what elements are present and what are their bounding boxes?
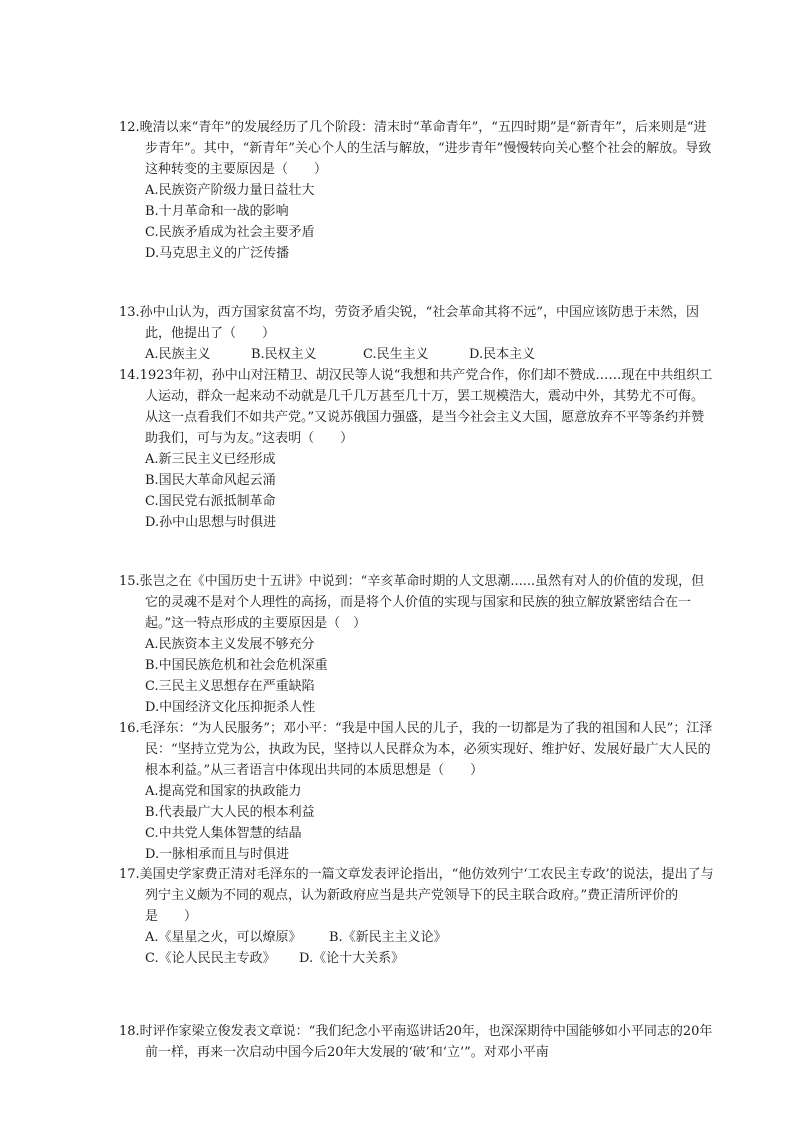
option-c: C.民族矛盾成为社会主要矛盾 — [145, 225, 315, 240]
option-d: D.一脉相承而且与时俱进 — [145, 847, 290, 862]
option-c: C.民生主义 — [363, 347, 429, 362]
option-c: C.《论人民民主专政》 — [145, 951, 276, 966]
option-b: B.十月革命和一战的影响 — [145, 204, 289, 219]
question-stem: 18.时评作家梁立俊发表文章说：“我们纪念小平南巡讲话20年，也深深期待中国能够如小平同志的20年前一样，再来一次启动中国今后20年大发展的‘破’和‘立’”。对邓小平南 — [119, 1024, 713, 1060]
option-c: C.国民党右派抵制革命 — [145, 494, 276, 509]
question-18 — [119, 1021, 715, 1063]
question-13 — [119, 302, 715, 365]
question-14 — [119, 365, 715, 533]
question-12 — [119, 117, 715, 264]
question-stem: 15.张岂之在《中国历史十五讲》中说到：“辛亥革命时期的人文思潮......虽然有对人的价值的发现，但它的灵魂不是对个人理性的高扬，而是将个人价值的实现与国家和民族的独立解放紧密结合在一起。”这一特点形成的主要原因是（ ） — [119, 574, 705, 631]
option-c: C.三民主义思想存在严重缺陷 — [145, 679, 315, 694]
question-stem: 17.美国史学家费正清对毛泽东的一篇文章发表评论指出，“他仿效列宁‘工农民主专政’的说法，提出了与列宁主义颇为不同的观点，认为新政府应当是共产党领导下的民主联合政府。”费正清所评价的是 ） — [119, 867, 714, 924]
options-row-1 — [145, 927, 715, 948]
option-a: A.民族资产阶级力量日益壮大 — [145, 183, 315, 198]
question-15 — [119, 571, 715, 718]
question-17 — [119, 864, 715, 969]
option-a: A.民族主义 — [145, 347, 211, 362]
question-stem: 14.1923年初，孙中山对汪精卫、胡汉民等人说“我想和共产党合作，你们却不赞成……现在中共组织工人运动，群众一起来动不动就是几千几万甚至几十万，罢工规模浩大，震动中外，其势尤不可侮。从这一点看我们不如共产党。”又说苏俄国力强盛，是当今社会主义大国，愿意放弃不平等条约并赞助我们，可与为友。”这表明（ ） — [119, 368, 713, 446]
option-b: B.代表最广大人民的根本利益 — [145, 805, 315, 820]
option-a: A.《星星之火，可以燎原》 — [145, 930, 302, 945]
question-16 — [119, 718, 715, 865]
question-stem: 13.孙中山认为，西方国家贫富不均，劳资矛盾尖锐，“社会革命其将不远”，中国应该防患于未然，因此，他提出了（ ） — [119, 305, 699, 341]
option-d: D.孙中山思想与时俱进 — [145, 515, 277, 530]
option-d: D.《论十大关系》 — [299, 951, 405, 966]
option-b: B.国民大革命风起云涌 — [145, 473, 276, 488]
option-b: B.中国民族危机和社会危机深重 — [145, 658, 328, 673]
options-row — [145, 344, 715, 365]
option-c: C.中共党人集体智慧的结晶 — [145, 826, 302, 841]
option-b: B.民权主义 — [251, 347, 317, 362]
option-b: B.《新民主主义论》 — [329, 930, 447, 945]
option-d: D.民本主义 — [469, 347, 536, 362]
question-stem: 16.毛泽东：“为人民服务”；邓小平：“我是中国人民的儿子，我的一切都是为了我的祖国和人民”；江泽民：“坚持立党为公，执政为民，坚持以人民群众为本，必须实现好、维护好、发展好最广大人民的根本利益。”从三者语言中体现出共同的本质思想是（ ） — [119, 721, 713, 778]
question-stem: 12.晚清以来“青年”的发展经历了几个阶段：清末时“革命青年”，“五四时期”是“新青年”，后来则是“进步青年”。其中，“新青年”关心个人的生活与解放，“进步青年”慢慢转向关心整个社会的解放。导致这种转变的主要原因是（ ） — [119, 120, 712, 177]
option-d: D.马克思主义的广泛传播 — [145, 246, 290, 261]
option-a: A.提高党和国家的执政能力 — [145, 784, 302, 799]
option-a: A.民族资本主义发展不够充分 — [145, 637, 315, 652]
option-a: A.新三民主义已经形成 — [145, 452, 276, 467]
options-row-2 — [145, 948, 715, 969]
option-d: D.中国经济文化压抑扼杀人性 — [145, 700, 316, 715]
